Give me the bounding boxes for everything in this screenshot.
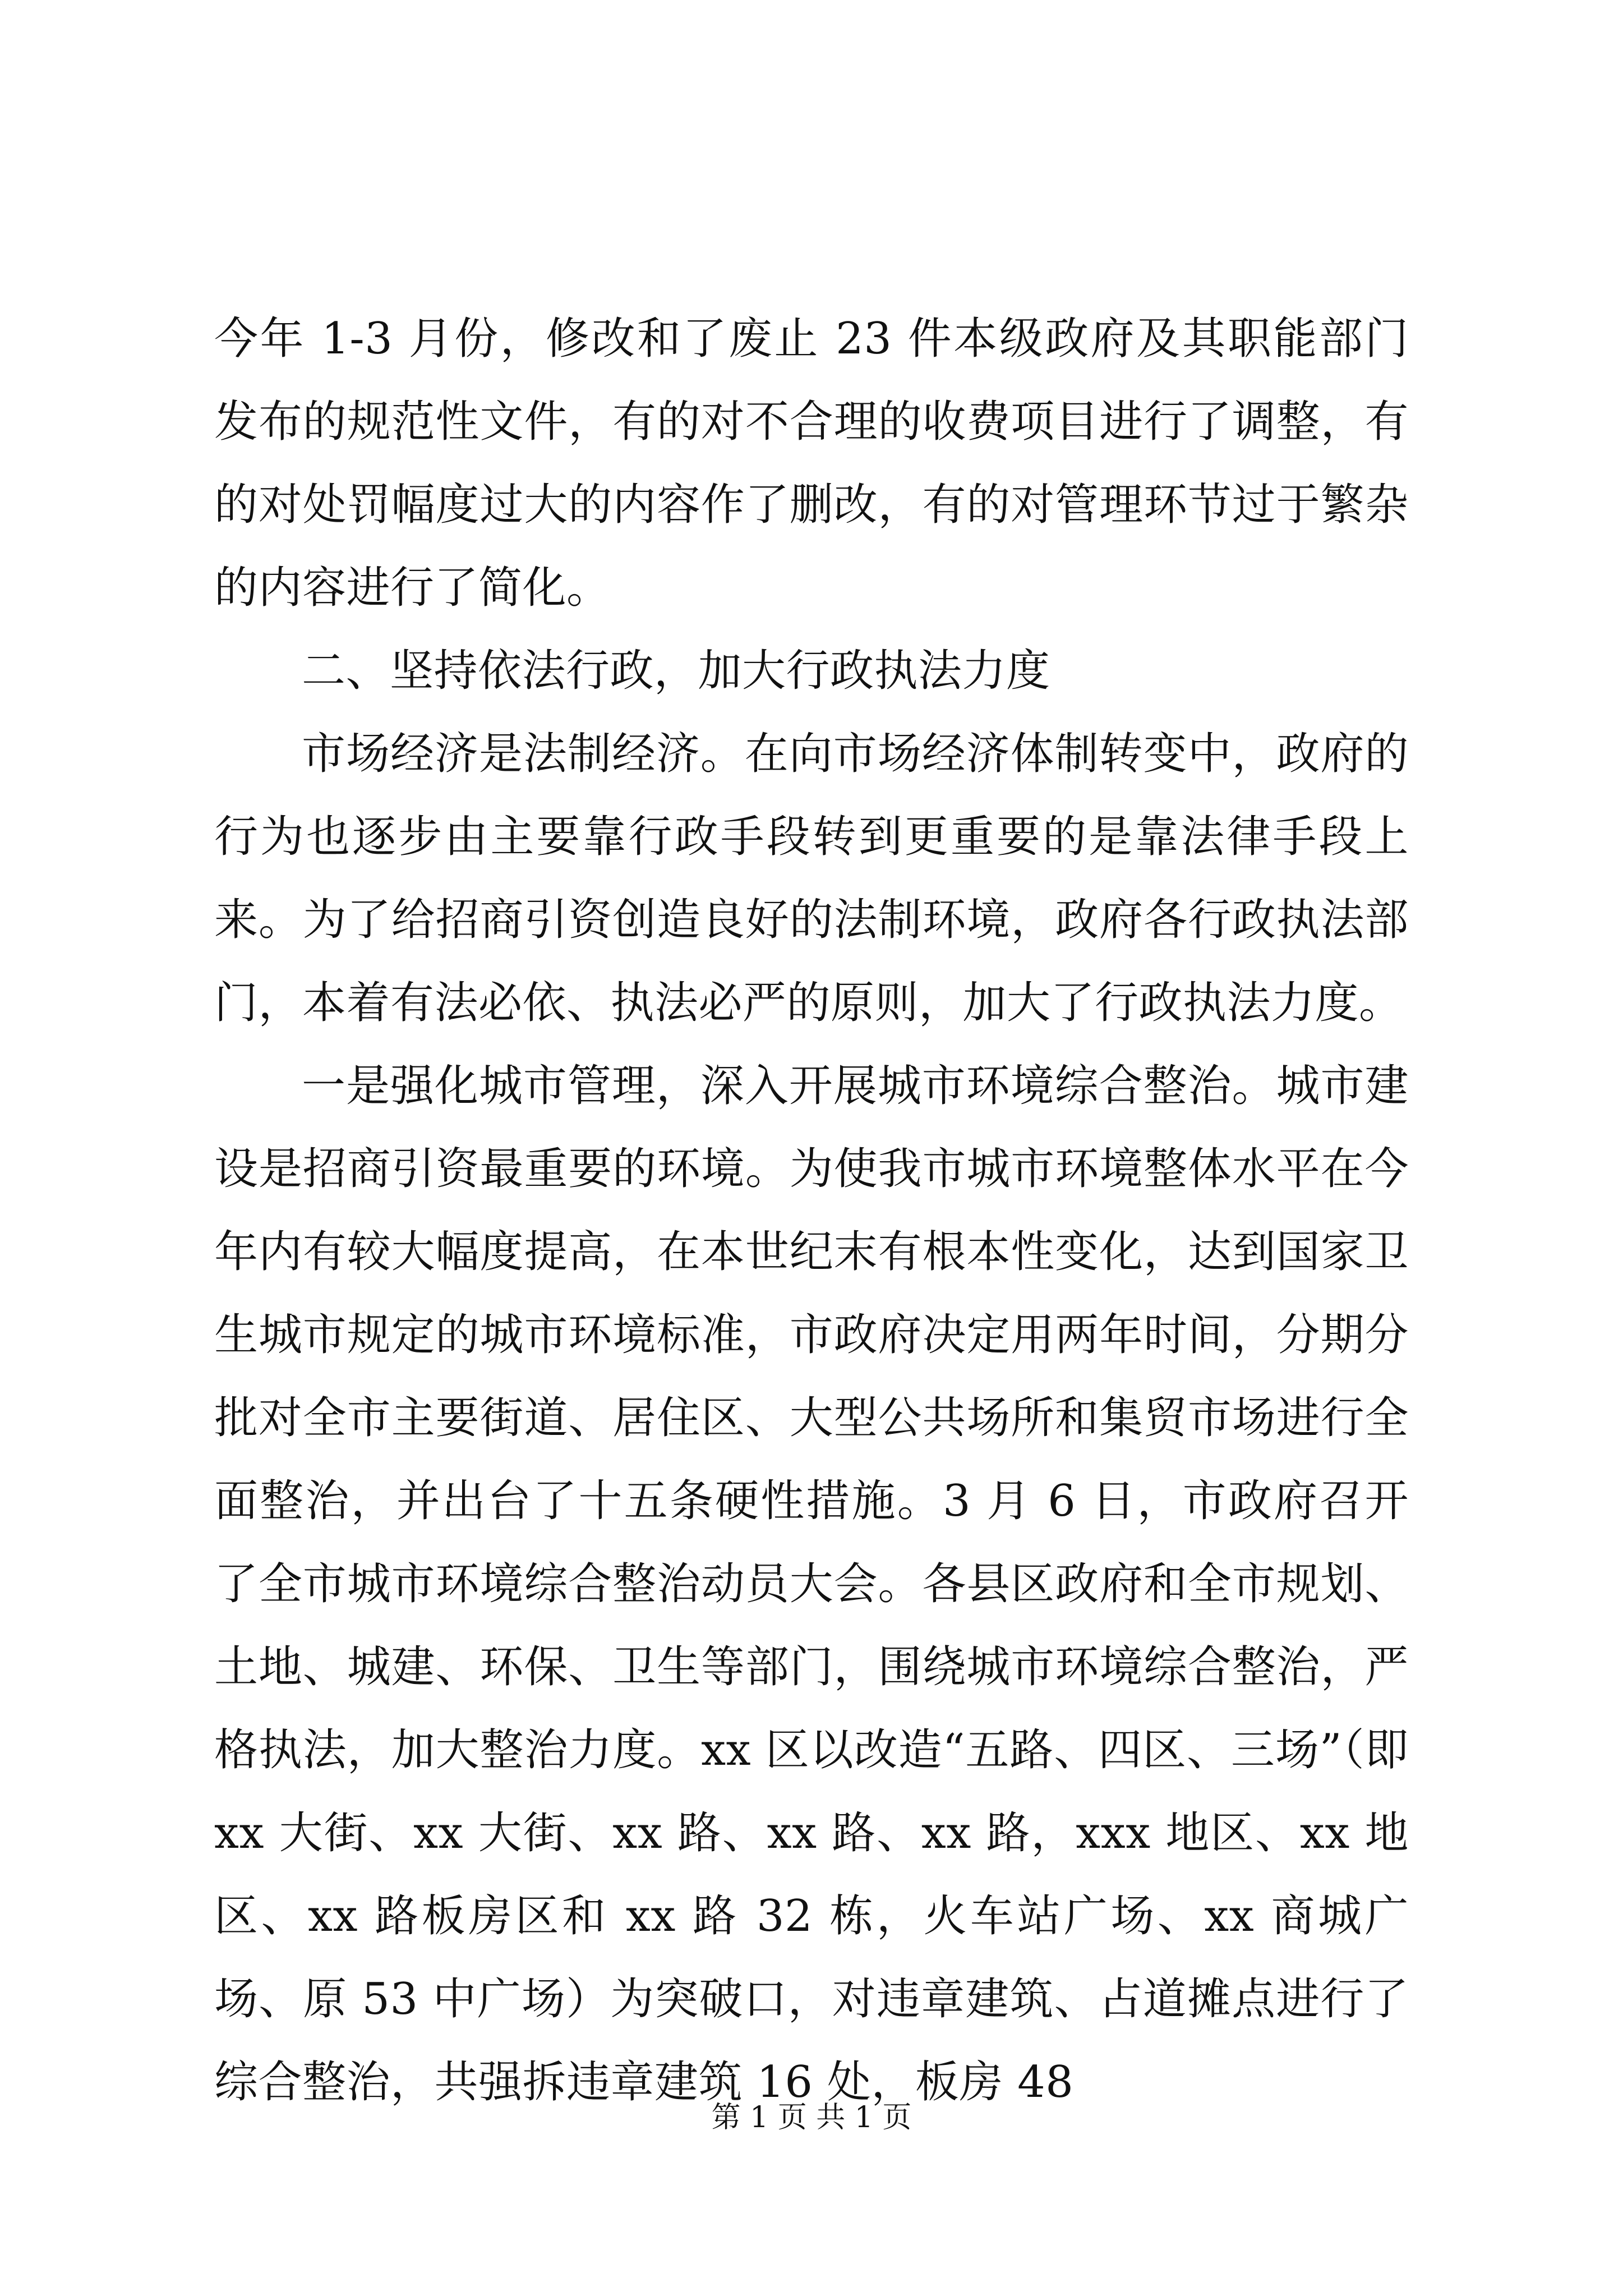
- page-footer: 第 1 页 共 1 页: [711, 2101, 912, 2134]
- paragraph-urban-management: 一是强化城市管理，深入开展城市环境综合整治。城市建设是招商引资最重要的环境。为使我市城市环境整体水平在今年内有较大幅度提高，在本世纪末有根本性变化，达到国家卫生城市规定的城市环境标准，市政府决定用两年时间，分期分批对全市主要街道、居住区、大型公共场所和集贸市场进行全面整治，并出台了十五条硬性措施。3 月 6 日，市政府召开了全市城市环境综合整治动员大会。各县区政府和全市规划、土地、城建、环保、卫生等部门，围绕城市环境综合整治，严格执法，加大整治力度。xx 区以改造“五路、四区、三场”（即 xx 大街、xx 大街、xx 路、xx 路、xx 路，xxx 地区、xx 地区、xx 路板房区和 xx 路 32 栋，火车站广场、xx 商城广场、原 53 中广场）为突破口，对违章建筑、占道摊点进行了综合整治，共强拆违章建筑 16 处，板房 48: [214, 1061, 1409, 2108]
- document-body: [214, 297, 1409, 2124]
- section-heading-lawful-administration: 二、坚持依法行政，加大行政执法力度: [302, 646, 1050, 696]
- paragraph-market-economy: 市场经济是法制经济。在向市场经济体制转变中，政府的行为也逐步由主要靠行政手段转到更重要的是靠法律手段上来。为了给招商引资创造良好的法制环境，政府各行政执法部门，本着有法必依、执法必严的原则，加大了行政执法力度。: [214, 729, 1409, 1028]
- paragraph-revision-of-documents: 今年 1-3 月份，修改和了废止 23 件本级政府及其职能部门发布的规范性文件，有的对不合理的收费项目进行了调整，有的对处罚幅度过大的内容作了删改，有的对管理环节过于繁杂的内容进行了简化。: [214, 314, 1409, 613]
